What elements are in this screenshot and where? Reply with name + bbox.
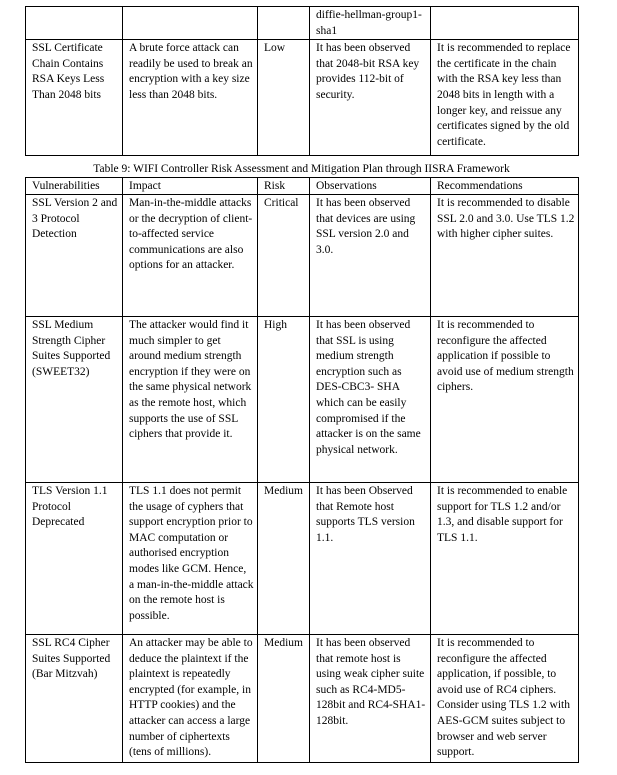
vulnerability-cell: SSL Version 2 and 3 Protocol Detection	[26, 195, 123, 317]
header-observations: Observations	[310, 178, 431, 195]
empty-cell	[258, 7, 310, 40]
vulnerability-cell: SSL RC4 Cipher Suites Supported (Bar Mitzvah)	[26, 635, 123, 763]
empty-cell	[26, 7, 123, 40]
risk-cell: Medium	[258, 635, 310, 763]
table-row	[26, 483, 579, 635]
impact-cell: The attacker would find it much simpler to get around medium strength encryption if they were on the same physical network as the remote host, which supports the use of SSL ciphers that provide it.	[123, 317, 258, 483]
risk-cell: Low	[258, 40, 310, 156]
recommendation-cell: It is recommended to enable support for TLS 1.2 and/or 1.3, and disable support for TLS 1.1.	[431, 483, 579, 635]
risk-assessment-table	[25, 177, 579, 763]
header-risk: Risk	[258, 178, 310, 195]
table-row	[26, 635, 579, 763]
impact-cell: A brute force attack can readily be used to break an encryption with a key size less than 2048 bits.	[123, 40, 258, 156]
header-recommendations: Recommendations	[431, 178, 579, 195]
risk-cell: High	[258, 317, 310, 483]
table-header-row	[26, 178, 579, 195]
vulnerability-cell: SSL Medium Strength Cipher Suites Supported (SWEET32)	[26, 317, 123, 483]
header-vulnerabilities: Vulnerabilities	[26, 178, 123, 195]
table-row	[26, 7, 579, 40]
table-row	[26, 317, 579, 483]
risk-cell: Critical	[258, 195, 310, 317]
observation-cell: It has been observed that SSL is using medium strength encryption such as DES-CBC3- SHA which can be easily compromised if the attacker is on the same physical network.	[310, 317, 431, 483]
impact-cell: Man-in-the-middle attacks or the decryption of client-to-affected service communications are also options for an attacker.	[123, 195, 258, 317]
table-row	[26, 40, 579, 156]
observation-cell: It has been observed that devices are using SSL version 2.0 and 3.0.	[310, 195, 431, 317]
empty-cell	[431, 7, 579, 40]
vulnerability-cell: SSL Certificate Chain Contains RSA Keys Less Than 2048 bits	[26, 40, 123, 156]
impact-cell: An attacker may be able to deduce the plaintext if the plaintext is repeatedly encrypted (for example, in HTTP cookies) and the attacker can access a large number of ciphertexts (tens of millions).	[123, 635, 258, 763]
recommendation-cell: It is recommended to disable SSL 2.0 and 3.0. Use TLS 1.2 with higher cipher suites.	[431, 195, 579, 317]
observation-cell: It has been Observed that Remote host supports TLS version 1.1.	[310, 483, 431, 635]
table-caption: Table 9: WIFI Controller Risk Assessment and Mitigation Plan through IISRA Framework	[93, 163, 510, 175]
recommendation-cell: It is recommended to replace the certificate in the chain with the RSA key less than 2048 bits in length with a longer key, and reissue any certificates signed by the old certificate.	[431, 40, 579, 156]
table-row	[26, 195, 579, 317]
observation-cell: diffie-hellman-group1-sha1	[310, 7, 431, 40]
observation-cell: It has been observed that 2048-bit RSA key provides 112-bit of security.	[310, 40, 431, 156]
risk-cell: Medium	[258, 483, 310, 635]
impact-cell: TLS 1.1 does not permit the usage of cyphers that support encryption prior to MAC computation or authorised encryption modes like GCM. Hence, a man-in-the-middle attack on the remote host is possible.	[123, 483, 258, 635]
observation-cell: It has been observed that remote host is using weak cipher suite such as RC4-MD5-128bit and RC4-SHA1-128bit.	[310, 635, 431, 763]
recommendation-cell: It is recommended to reconfigure the affected application if possible to avoid use of medium strength ciphers.	[431, 317, 579, 483]
vulnerability-cell: TLS Version 1.1 Protocol Deprecated	[26, 483, 123, 635]
empty-cell	[123, 7, 258, 40]
previous-table-continuation	[25, 6, 579, 156]
recommendation-cell: It is recommended to reconfigure the affected application, if possible, to avoid use of RC4 ciphers. Consider using TLS 1.2 with AES-GCM suites subject to browser and web server support.	[431, 635, 579, 763]
header-impact: Impact	[123, 178, 258, 195]
